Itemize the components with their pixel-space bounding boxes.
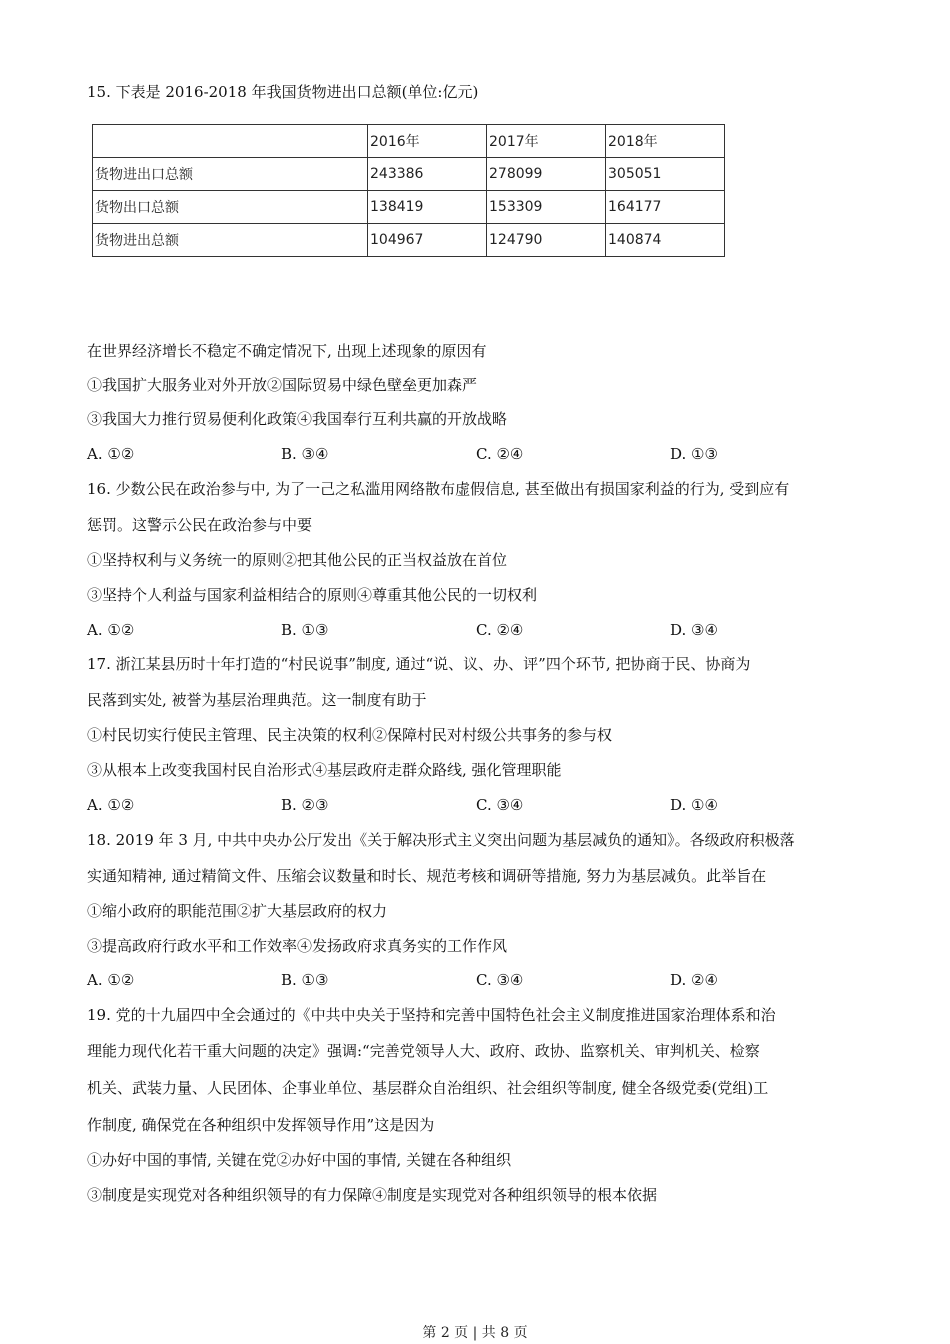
option-b: B. ①③ (281, 621, 329, 639)
question-19-statement-line: ①办好中国的事情, 关键在党②办好中国的事情, 关键在各种组织 (87, 1151, 512, 1169)
question-18-stem-cont: 实通知精神, 通过精简文件、压缩会议数量和时长、规范考核和调研等措施, 努力为基层减负。此举旨在 (87, 867, 767, 885)
question-15-options (87, 444, 867, 464)
option-a: A. ①② (87, 445, 135, 463)
trade-data-table (92, 124, 725, 257)
table-cell: 138419 (368, 191, 487, 224)
question-16-stem: 16. 少数公民在政治参与中, 为了一己之私滥用网络散布虚假信息, 甚至做出有损国家利益的行为, 受到应有 (87, 480, 790, 498)
option-b: B. ②③ (281, 796, 329, 814)
question-15-stem: 在世界经济增长不稳定不确定情况下, 出现上述现象的原因有 (87, 342, 487, 360)
table-row (93, 191, 725, 224)
option-b: B. ①③ (281, 971, 329, 989)
table-cell: 货物进出总额 (93, 224, 368, 257)
question-16-statement-line: ①坚持权利与义务统一的原则②把其他公民的正当权益放在首位 (87, 551, 508, 569)
option-c: C. ②④ (476, 445, 524, 463)
question-18-options (87, 970, 867, 990)
option-c: C. ③④ (476, 796, 524, 814)
option-d: D. ①③ (670, 445, 718, 463)
table-cell: 164177 (606, 191, 725, 224)
table-cell: 124790 (487, 224, 606, 257)
question-16-stem-cont: 惩罚。这警示公民在政治参与中要 (87, 516, 313, 534)
option-a: A. ①② (87, 621, 135, 639)
table-cell: 243386 (368, 158, 487, 191)
question-19-statement-line: ③制度是实现党对各种组织领导的有力保障④制度是实现党对各种组织领导的根本依据 (87, 1186, 658, 1204)
question-16-options (87, 620, 867, 640)
table-cell: 104967 (368, 224, 487, 257)
table-row (93, 158, 725, 191)
question-15-statement-line: ③我国大力推行贸易便利化政策④我国奉行互利共赢的开放战略 (87, 410, 508, 428)
question-17-statement-line: ③从根本上改变我国村民自治形式④基层政府走群众路线, 强化管理职能 (87, 761, 562, 779)
table-header-cell: 2017年 (487, 125, 606, 158)
question-15-statement-line: ①我国扩大服务业对外开放②国际贸易中绿色壁垒更加森严 (87, 376, 478, 394)
table-header-cell (93, 125, 368, 158)
option-d: D. ②④ (670, 971, 718, 989)
table-cell: 货物出口总额 (93, 191, 368, 224)
table-header-cell: 2018年 (606, 125, 725, 158)
table-header-cell: 2016年 (368, 125, 487, 158)
page-footer: 第 2 页 | 共 8 页 (422, 1325, 528, 1341)
question-17-options (87, 795, 867, 815)
question-15-title: 15. 下表是 2016-2018 年我国货物进出口总额(单位:亿元) (87, 83, 479, 101)
option-b: B. ③④ (281, 445, 329, 463)
table-cell: 153309 (487, 191, 606, 224)
question-19-stem: 19. 党的十九届四中全会通过的《中共中央关于坚持和完善中国特色社会主义制度推进国家治理体系和治 (87, 1006, 776, 1024)
question-17-stem-cont: 民落到实处, 被誉为基层治理典范。这一制度有助于 (87, 691, 427, 709)
option-d: D. ③④ (670, 621, 718, 639)
table-cell: 140874 (606, 224, 725, 257)
table-cell: 货物进出口总额 (93, 158, 368, 191)
question-18-stem: 18. 2019 年 3 月, 中共中央办公厅发出《关于解决形式主义突出问题为基层减负的通知》。各级政府积极落 (87, 831, 795, 849)
option-d: D. ①④ (670, 796, 718, 814)
question-19-stem-cont: 理能力现代化若干重大问题的决定》强调:“完善党领导人大、政府、政协、监察机关、审判机关、检察 (87, 1042, 760, 1060)
table-header-row (93, 125, 725, 158)
option-a: A. ①② (87, 796, 135, 814)
option-c: C. ③④ (476, 971, 524, 989)
question-17-stem: 17. 浙江某县历时十年打造的“村民说事”制度, 通过“说、议、办、评”四个环节, 把协商于民、协商为 (87, 655, 751, 673)
question-18-statement-line: ①缩小政府的职能范围②扩大基层政府的权力 (87, 902, 388, 920)
option-c: C. ②④ (476, 621, 524, 639)
question-19-stem-cont: 机关、武装力量、人民团体、企事业单位、基层群众自治组织、社会组织等制度, 健全各级党委(党组)工 (87, 1079, 769, 1097)
option-a: A. ①② (87, 971, 135, 989)
question-19-stem-cont: 作制度, 确保党在各种组织中发挥领导作用”这是因为 (87, 1116, 435, 1134)
question-17-statement-line: ①村民切实行使民主管理、民主决策的权利②保障村民对村级公共事务的参与权 (87, 726, 613, 744)
question-18-statement-line: ③提高政府行政水平和工作效率④发扬政府求真务实的工作作风 (87, 937, 508, 955)
table-cell: 305051 (606, 158, 725, 191)
table-cell: 278099 (487, 158, 606, 191)
table-row (93, 224, 725, 257)
question-16-statement-line: ③坚持个人利益与国家利益相结合的原则④尊重其他公民的一切权利 (87, 586, 538, 604)
